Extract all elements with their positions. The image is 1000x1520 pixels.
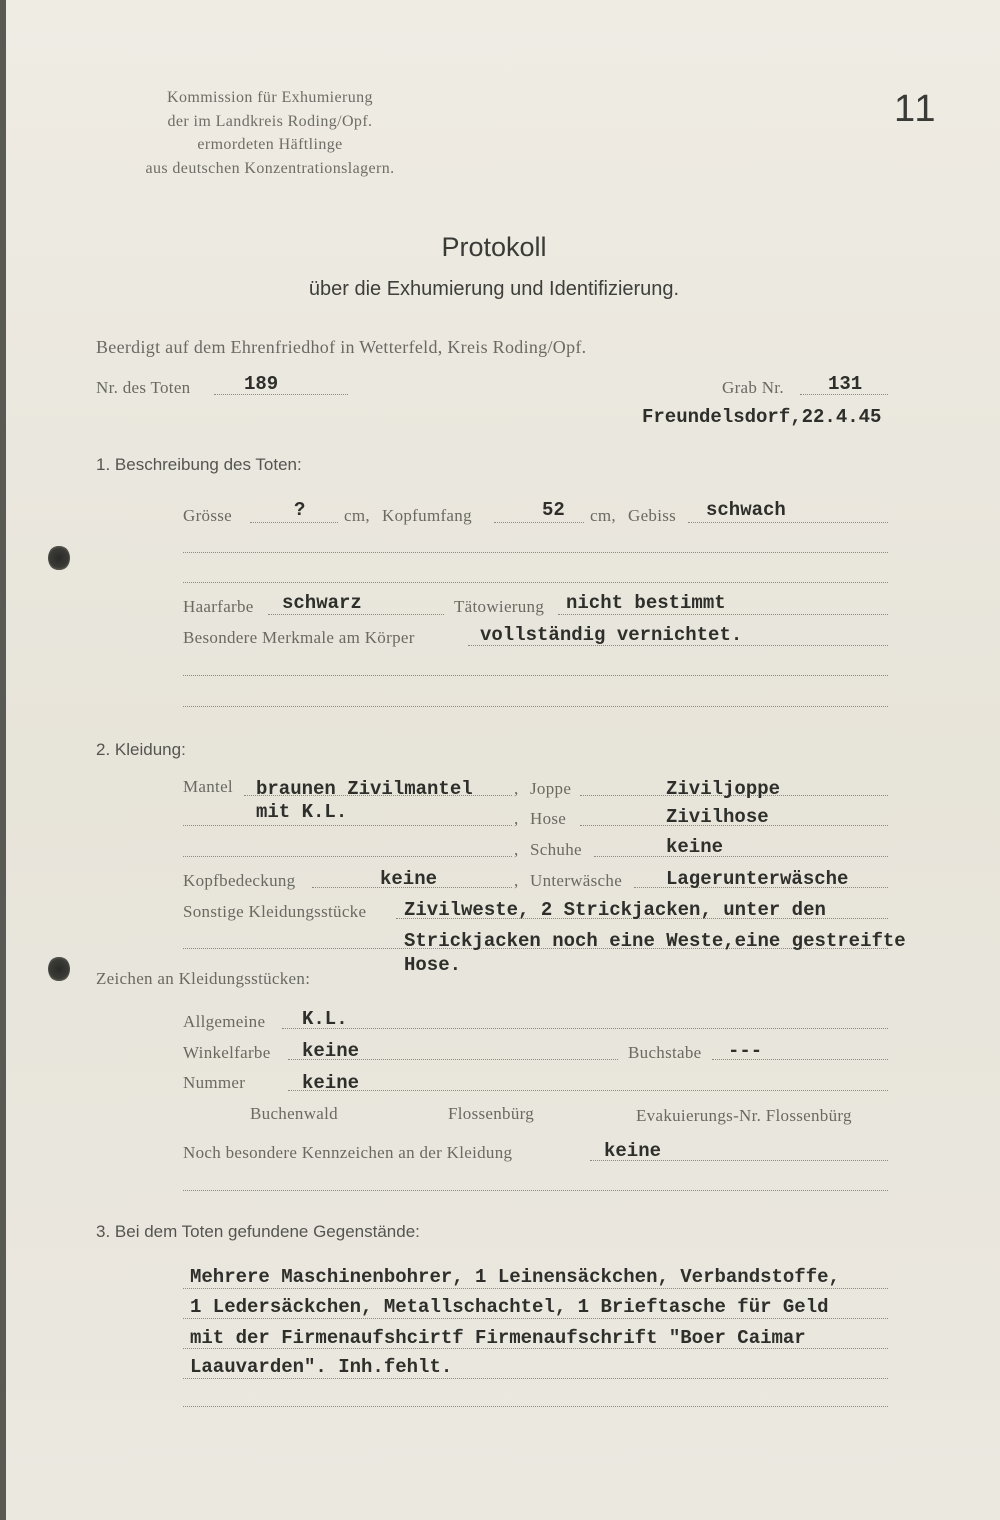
markings-heading: Zeichen an Kleidungsstücken: (96, 969, 311, 988)
document-subtitle: über die Exhumierung und Identifizierung. (308, 278, 680, 300)
coat-value-continued: mit K.L. (256, 801, 348, 823)
height-value: ? (294, 499, 306, 521)
height-unit: cm, (344, 506, 370, 525)
blank-line (183, 1406, 888, 1407)
grave-number-label: Grab Nr. (722, 378, 784, 397)
section2-heading: 2. Kleidung: (96, 740, 186, 759)
triangle-color-value: keine (302, 1040, 360, 1062)
blank-line (183, 675, 888, 676)
triangle-color-label: Winkelfarbe (183, 1043, 271, 1062)
coat-label: Mantel (183, 777, 233, 796)
letter-label: Buchstabe (628, 1043, 702, 1062)
headwear-label: Kopfbedeckung (183, 871, 296, 890)
number-label: Nummer (183, 1073, 246, 1092)
found-items-line2: 1 Ledersäckchen, Metallschachtel, 1 Brieftasche für Geld (190, 1296, 829, 1318)
other-clothing-label: Sonstige Kleidungsstücke (183, 902, 367, 921)
punch-hole-bottom (48, 956, 70, 982)
grave-number-value: 131 (828, 373, 863, 395)
jacket-label: Joppe (530, 779, 572, 798)
section3-heading: 3. Bei dem Toten gefundene Gegenstände: (96, 1222, 420, 1241)
place-date: Freundelsdorf,22.4.45 (642, 406, 882, 428)
camp-column-buchenwald: Buchenwald (250, 1104, 338, 1123)
other-clothing-line3: Hose. (404, 954, 462, 976)
letter-value: --- (728, 1040, 763, 1062)
body-marks-label: Besondere Merkmale am Körper (183, 628, 415, 647)
other-markings-label: Noch besondere Kennzeichen an der Kleidung (183, 1143, 513, 1162)
trousers-comma: , (514, 809, 519, 828)
trousers-value: Zivilhose (666, 806, 769, 828)
body-marks-value: vollständig vernichtet. (480, 624, 743, 646)
header-line: Kommission für Exhumierung (167, 89, 373, 106)
dead-number-label: Nr. des Toten (96, 378, 191, 397)
head-circumference-value: 52 (542, 499, 565, 521)
coat-comma: , (514, 779, 519, 798)
underwear-value: Lagerunterwäsche (666, 868, 849, 890)
other-clothing-line2: Strickjacken noch eine Weste,eine gestreifte (404, 930, 906, 952)
number-value: keine (302, 1072, 360, 1094)
header-line: der im Landkreis Roding/Opf. (167, 112, 373, 130)
headwear-value: keine (380, 868, 438, 890)
other-clothing-line1: Zivilweste, 2 Strickjacken, unter den (404, 899, 826, 921)
height-label: Grösse (183, 506, 233, 525)
hair-color-value: schwarz (282, 592, 362, 614)
shoes-label: Schuhe (530, 840, 582, 859)
section1-heading: 1. Beschreibung des Toten: (96, 455, 302, 474)
commission-header (110, 86, 430, 180)
trousers-label: Hose (530, 809, 567, 828)
teeth-label: Gebiss (628, 506, 677, 525)
coat-value: braunen Zivilmantel (256, 778, 473, 800)
found-items-line3: mit der Firmenaufshcirtf Firmenaufschrift "Boer Caimar (190, 1327, 806, 1349)
header-line: ermordeten Häftlinge (197, 136, 343, 153)
blank-line (183, 706, 888, 707)
head-circumference-label: Kopfumfang (382, 506, 472, 525)
burial-place: Beerdigt auf dem Ehrenfriedhof in Wetterfeld, Kreis Roding/Opf. (96, 337, 587, 357)
camp-column-flossenbuerg: Flossenbürg (448, 1104, 535, 1123)
hair-color-label: Haarfarbe (183, 597, 254, 616)
jacket-value: Ziviljoppe (666, 778, 781, 800)
head-circumference-unit: cm, (590, 506, 616, 525)
header-line: aus deutschen Konzentrationslagern. (145, 159, 395, 177)
shoes-value: keine (666, 836, 724, 858)
found-items-line1: Mehrere Maschinenbohrer, 1 Leinensäckchen, Verbandstoffe, (190, 1266, 840, 1288)
tattoo-value: nicht bestimmt (566, 592, 726, 614)
document-title: Protokoll (441, 232, 547, 262)
underwear-comma: , (514, 871, 519, 890)
general-value: K.L. (302, 1008, 348, 1030)
general-label: Allgemeine (183, 1012, 266, 1031)
page-number: 11 (894, 88, 938, 130)
teeth-value: schwach (706, 499, 786, 521)
underwear-label: Unterwäsche (530, 871, 623, 890)
found-items-line4: Laauvarden". Inh.fehlt. (190, 1356, 453, 1378)
dead-number-value: 189 (244, 373, 279, 395)
tattoo-label: Tätowierung (454, 597, 545, 616)
blank-line (183, 1190, 888, 1191)
punch-hole-top (48, 545, 70, 571)
other-markings-value: keine (604, 1140, 662, 1162)
camp-column-evacuation: Evakuierungs-Nr. Flossenbürg (636, 1106, 852, 1125)
page-edge (0, 0, 6, 1520)
blank-line (183, 582, 888, 583)
blank-line (183, 552, 888, 553)
shoes-comma: , (514, 840, 519, 859)
